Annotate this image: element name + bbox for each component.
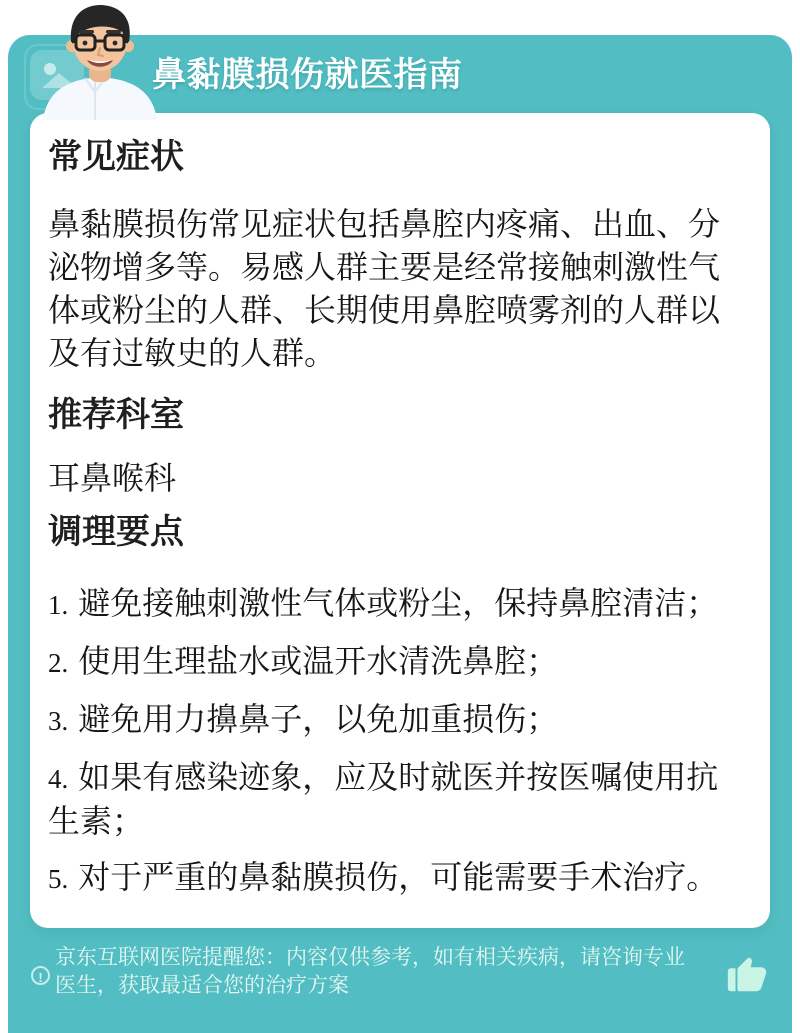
- list-item: [48, 856, 738, 900]
- list-item-text: 使用生理盐水或温开水清洗鼻腔；: [78, 643, 559, 679]
- doctor-avatar: [25, 0, 165, 120]
- info-icon: !: [31, 966, 50, 985]
- section-heading-department: 推荐科室: [48, 396, 184, 434]
- list-item-text: 如果有感染迹象，应及时就医并按医嘱使用抗生素；: [48, 759, 719, 839]
- list-item-number: 1.: [48, 590, 69, 620]
- disclaimer-text: 京东互联网医院提醒您：内容仅供参考，如有相关疾病，请咨询专业医生，获取最适合您的治疗方案: [55, 946, 685, 997]
- guide-card: [30, 113, 770, 928]
- list-item-number: 2.: [48, 648, 69, 678]
- section-heading-symptoms: 常见症状: [48, 138, 184, 176]
- list-item: [48, 698, 738, 742]
- thumbs-up-icon[interactable]: [724, 951, 770, 997]
- list-item: [48, 756, 738, 842]
- list-item-text: 对于严重的鼻黏膜损伤，可能需要手术治疗。: [78, 859, 719, 895]
- list-item-number: 3.: [48, 706, 69, 736]
- department-body: 耳鼻喉科: [48, 460, 177, 496]
- list-item-number: 5.: [48, 864, 69, 894]
- list-item: [48, 582, 738, 626]
- symptoms-body: 鼻黏膜损伤常见症状包括鼻腔内疼痛、出血、分泌物增多等。易感人群主要是经常接触刺激性气体或粉尘的人群、长期使用鼻腔喷雾剂的人群以及有过敏史的人群。: [48, 206, 721, 371]
- list-item-text: 避免接触刺激性气体或粉尘，保持鼻腔清洁；: [78, 585, 719, 621]
- section-heading-care: 调理要点: [48, 513, 184, 551]
- list-item-text: 避免用力擤鼻子，以免加重损伤；: [78, 701, 559, 737]
- care-points-list: [48, 582, 738, 900]
- list-item: [48, 640, 738, 684]
- page-title: 鼻黏膜损伤就医指南: [152, 56, 463, 94]
- list-item-number: 4.: [48, 764, 69, 794]
